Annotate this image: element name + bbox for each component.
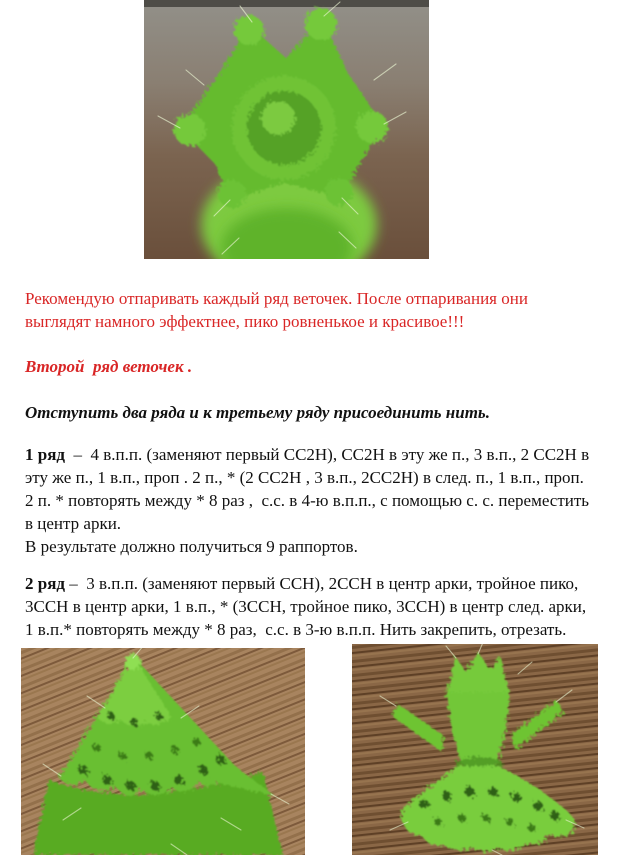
row1-label: 1 ряд [25, 445, 66, 464]
row2-instructions [25, 572, 605, 641]
row2-line: 3ССН в центр арки, 1 в.п., * (3ССН, тройное пико, 3ССН) в центр след. арки, [25, 597, 587, 616]
row1-line: 1 ряд – 4 в.п.п. (заменяют первый СС2Н), СС2Н в эту же п., 3 в.п., 2 СС2Н в [25, 445, 590, 464]
photo-crochet-branches-closeup [21, 648, 305, 855]
photo-image [352, 644, 598, 855]
row2-label: 2 ряд [25, 574, 66, 593]
warning-text [25, 287, 605, 333]
photo-crochet-star-top-view [144, 0, 429, 259]
warning-line: Рекомендую отпаривать каждый ряд веточек. После отпаривания они [25, 289, 528, 308]
photo-crochet-second-row-result [352, 644, 598, 855]
instruction-note: Отступить два ряда и к третьему ряду присоединить нить. [25, 403, 490, 422]
section-heading: Второй ряд веточек . [25, 357, 193, 376]
row1-result: В результате должно получиться 9 раппортов. [25, 537, 358, 556]
row2-line: 2 ряд – 3 в.п.п. (заменяют первый ССН), 2ССН в центр арки, тройное пико, [25, 574, 579, 593]
warning-line: выглядят намного эффектнее, пико ровненькое и красивое!!! [25, 312, 465, 331]
row1-line: 2 п. * повторять между * 8 раз , с.с. в 4-ю в.п.п., с помощью с. с. переместить [25, 491, 590, 510]
photo-image [21, 648, 305, 855]
row1-line: эту же п., 1 в.п., проп . 2 п., * (2 СС2Н , 3 в.п., 2СС2Н) в след. п., 1 в.п., проп. [25, 468, 584, 487]
row2-line: 1 в.п.* повторять между * 8 раз, с.с. в 3-ю в.п.п. Нить закрепить, отрезать. [25, 620, 567, 639]
photo-image [144, 0, 429, 259]
row1-instructions [25, 443, 605, 558]
row1-line: в центр арки. [25, 514, 122, 533]
